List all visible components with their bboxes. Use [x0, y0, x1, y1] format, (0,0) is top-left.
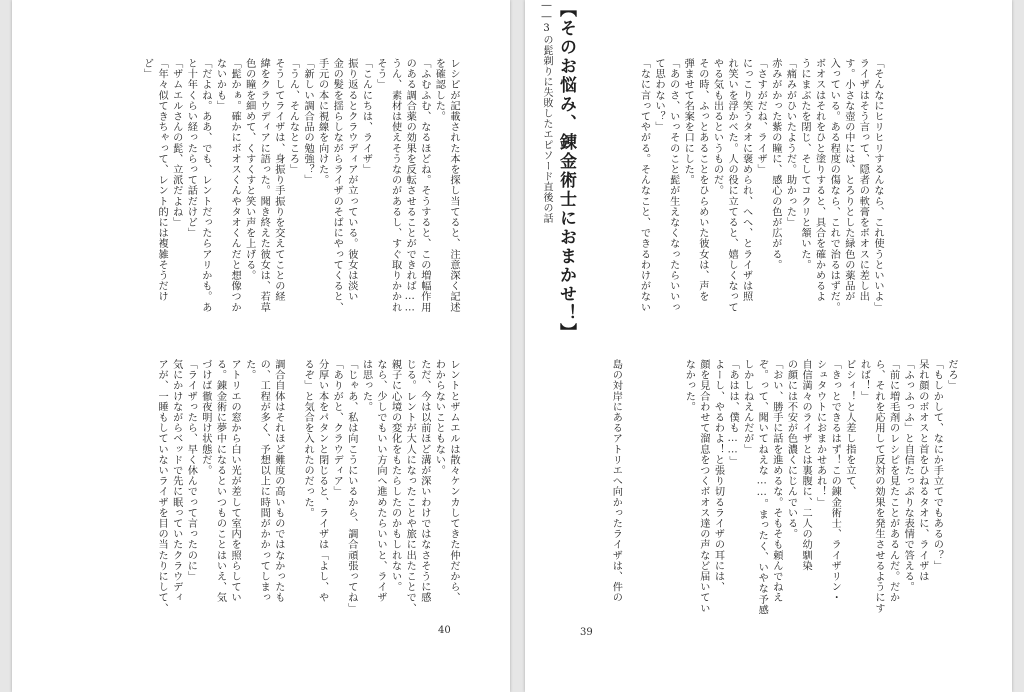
text-line: 「ザムエルさんの髭、立派だよね」 [170, 58, 182, 228]
page-39 [525, 0, 1012, 692]
page-number: 40 [438, 625, 451, 636]
text-line: 緯をクラウディアに語った。聞き終えた彼女は、若草 [258, 58, 270, 313]
text-line: は思った。 [360, 359, 372, 412]
text-line: 「ありがと、クラウディア」 [331, 359, 343, 497]
text-line: づけば徹夜明け状態だ。 [199, 359, 211, 476]
text-line: 「前に増毛剤のレシピを見たことがあるんだ。だか [887, 359, 899, 603]
text-line: なかった。 [683, 359, 695, 412]
page-40-top-text [115, 58, 460, 333]
text-line: やる気も出るというものだ。 [711, 58, 723, 196]
page-40 [12, 0, 510, 692]
text-line: だろ」 [946, 359, 957, 391]
text-line: て思わない？」 [653, 58, 665, 133]
text-line: 「きっとできるはず！この錬金術士、ライザリン・ [829, 359, 841, 603]
text-line: 「あのさ、いっそのこと髭が生えなくなったらいいっ [667, 58, 679, 313]
text-line: 「じゃあ、私は向こうにいるから、調合頑張ってね」 [345, 359, 357, 614]
text-line: しかしねえんだが」 [741, 359, 753, 455]
text-line: アが、一睡もしていないライザを目の当たりにして、 [156, 359, 168, 614]
text-line: 調合自体はそれほど難度の高いものではなかったも [272, 359, 284, 603]
page-39-bottom-text [578, 359, 958, 624]
text-line: シュタウトにおまかせあれ！」 [814, 359, 826, 508]
text-line [666, 359, 681, 624]
text-line: うん、素材は使えそうなのがあるし、すぐ取りかかれ [389, 58, 401, 313]
text-line: を確認した。 [433, 58, 445, 122]
text-line: 「ライザったら、早く休んでって言ったのに」 [185, 359, 197, 582]
text-line: 振り返るとクラウディアが立っている。彼女は淡い [345, 58, 357, 302]
chapter-subtitle: ――3の髭剃りに失敗したエピソード直後の話 [541, 0, 552, 224]
text-line: ビシィ！と人差し指を立て、 [843, 359, 855, 497]
page-40-bottom-text [115, 359, 460, 624]
text-line: 「もしかして、なにか手立てでもあるの？」 [931, 359, 943, 571]
text-line: よーし、やるわよ！と張り切るライザの耳には、 [712, 359, 724, 593]
text-line: そう」 [375, 58, 387, 90]
chapter-heading [525, 0, 577, 342]
text-line: の顔には不安が色濃くにじんでいる。 [785, 359, 797, 540]
page-39-top-text [584, 58, 884, 333]
text-line: と十年くらい経ったらって話だけど」 [185, 58, 197, 239]
text-line: す。小さな壺の中には、とろりとした緑色の薬品が [842, 58, 854, 302]
text-line: 「だよね。ああ、でも、レントだったらアリかも。あ [199, 58, 211, 313]
text-line: ど」 [141, 58, 153, 80]
text-line: のある調合薬の効果を反転させることができれば…… [404, 58, 416, 314]
text-line: 「さすがだね、ライザ」 [755, 58, 767, 175]
text-line: 呆れ顔のボオスと首をひねるタオに、ライザは [916, 359, 928, 582]
text-line: 顔を見合わせて溜息をつくボオス達の声など届いてい [697, 359, 709, 614]
text-line: 「あはは、僕も……」 [727, 359, 739, 467]
text-line: アトリエの窓から白い光が差して室内を照らしてい [229, 359, 241, 603]
page-number: 39 [580, 627, 593, 638]
text-line: 弾ませて名案を口にした。 [682, 58, 694, 186]
text-line [637, 359, 652, 624]
text-line: ら、それを応用して反対の効果を発生させるようにす [873, 359, 885, 614]
text-line: にっこり笑うタオに褒められ、へへ、とライザは照 [740, 58, 752, 302]
text-line: 「そんなにヒリヒリするんなら、これ使うといいよ」 [872, 58, 883, 313]
text-line: る。錬金術に夢中になるといつものことはいえ、気 [214, 359, 226, 603]
text-line: レシピが記載された本を探し当てると、注意深く記述 [448, 58, 459, 313]
text-line: の、工程が多く、予想以上に時間がかかってしまっ [258, 359, 270, 603]
text-line: ぞ。って、聞いてねえな……。まったく、いやな予感 [756, 359, 768, 615]
text-line: 金の髪を揺らしながらライザのそばにやってくると、 [331, 58, 343, 313]
text-line: ライザはそう言って、隠者の軟膏をボオスに差し出 [857, 58, 869, 302]
text-line: 入っている。ある程度の傷なら、これで治るはずだ。 [828, 58, 840, 313]
text-line: るぞ」と気合を入れたのだった。 [302, 359, 314, 518]
text-line: なら、少しでもいい方向へ進めたらいいと、ライザ [375, 359, 387, 603]
text-line: うにまぶたを閉じ、そしてコクリと頷いた。 [799, 58, 811, 270]
text-line: 島の対岸にあるアトリエへ向かったライザは、件の [610, 359, 622, 603]
text-line: た。 [243, 359, 255, 381]
text-line: 親子に心境の変化をもたらしたのかもしれない。 [389, 359, 401, 593]
chapter-title: 【そのお悩み、錬金術士におまかせ！】 [556, 0, 576, 342]
text-line: 自信満々のライザとは裏腹に、二人の幼馴染 [800, 359, 812, 571]
text-line: 「新しい調合品の勉強？」 [302, 58, 314, 186]
text-line: 「なに言ってやがる。そんなこと、できるわけがない [638, 58, 650, 313]
text-line: そうしてライザは、身振り手振りを交えてことの経 [272, 58, 284, 302]
text-line: 色の瞳を細めて、くすくすと笑い声を上げる。 [243, 58, 255, 281]
text-line: わからないこともない。 [433, 359, 445, 476]
text-line: 気にかけながらベッドで先に眠っていたクラウディ [170, 359, 182, 603]
text-line: 「年々似てきちゃって、レント的には複雑そうだけ [156, 58, 168, 302]
text-line: 「うん、そんなところ」 [287, 58, 299, 175]
text-line: 「髭かぁ。確かにボオスくんやタオくんだと想像つか [229, 58, 241, 313]
text-line [652, 359, 667, 624]
text-line: 「おい、勝手に話を進めるな。そもそも頼んでねえ [770, 359, 782, 603]
text-line: 手元の本に視線を向けた。 [316, 58, 328, 186]
text-line [285, 359, 300, 624]
text-line [622, 359, 637, 624]
text-line: れ笑いを浮かべた。人の役に立てると、嬉しくなって [726, 58, 738, 313]
text-line: じる。レントが大人になったことや旅に出たことで、 [404, 359, 416, 614]
text-line: ないかも」 [214, 58, 226, 111]
text-line: 「ふむふむ、なるほどね。そうすると、この増幅作用 [418, 58, 430, 313]
text-line: レントとザムエルは散々ケンカしてきた仲だから、 [448, 359, 459, 603]
text-line: その時、ふっとあることをひらめいた彼女は、声を [696, 58, 708, 302]
text-line: 「こんにちは、ライザ」 [360, 58, 372, 175]
text-line: 赤みがかった紫の瞳に、感心の色が広がる。 [769, 58, 781, 270]
text-line: ボオスはそれをひと塗りすると、具合を確かめるよ [813, 58, 825, 302]
text-line: 分厚い本をパタンと閉じると、ライザは「よし、や [316, 359, 328, 603]
text-line: ただ、今は以前ほど溝が深いわけではなさそうに感 [418, 359, 430, 603]
text-line: 「痛みがひいたようだ。助かった」 [784, 58, 796, 228]
text-line: 「ふっふっふ」と自信たっぷりな表情で答える。 [902, 359, 914, 593]
text-line: れば！」 [858, 359, 870, 402]
